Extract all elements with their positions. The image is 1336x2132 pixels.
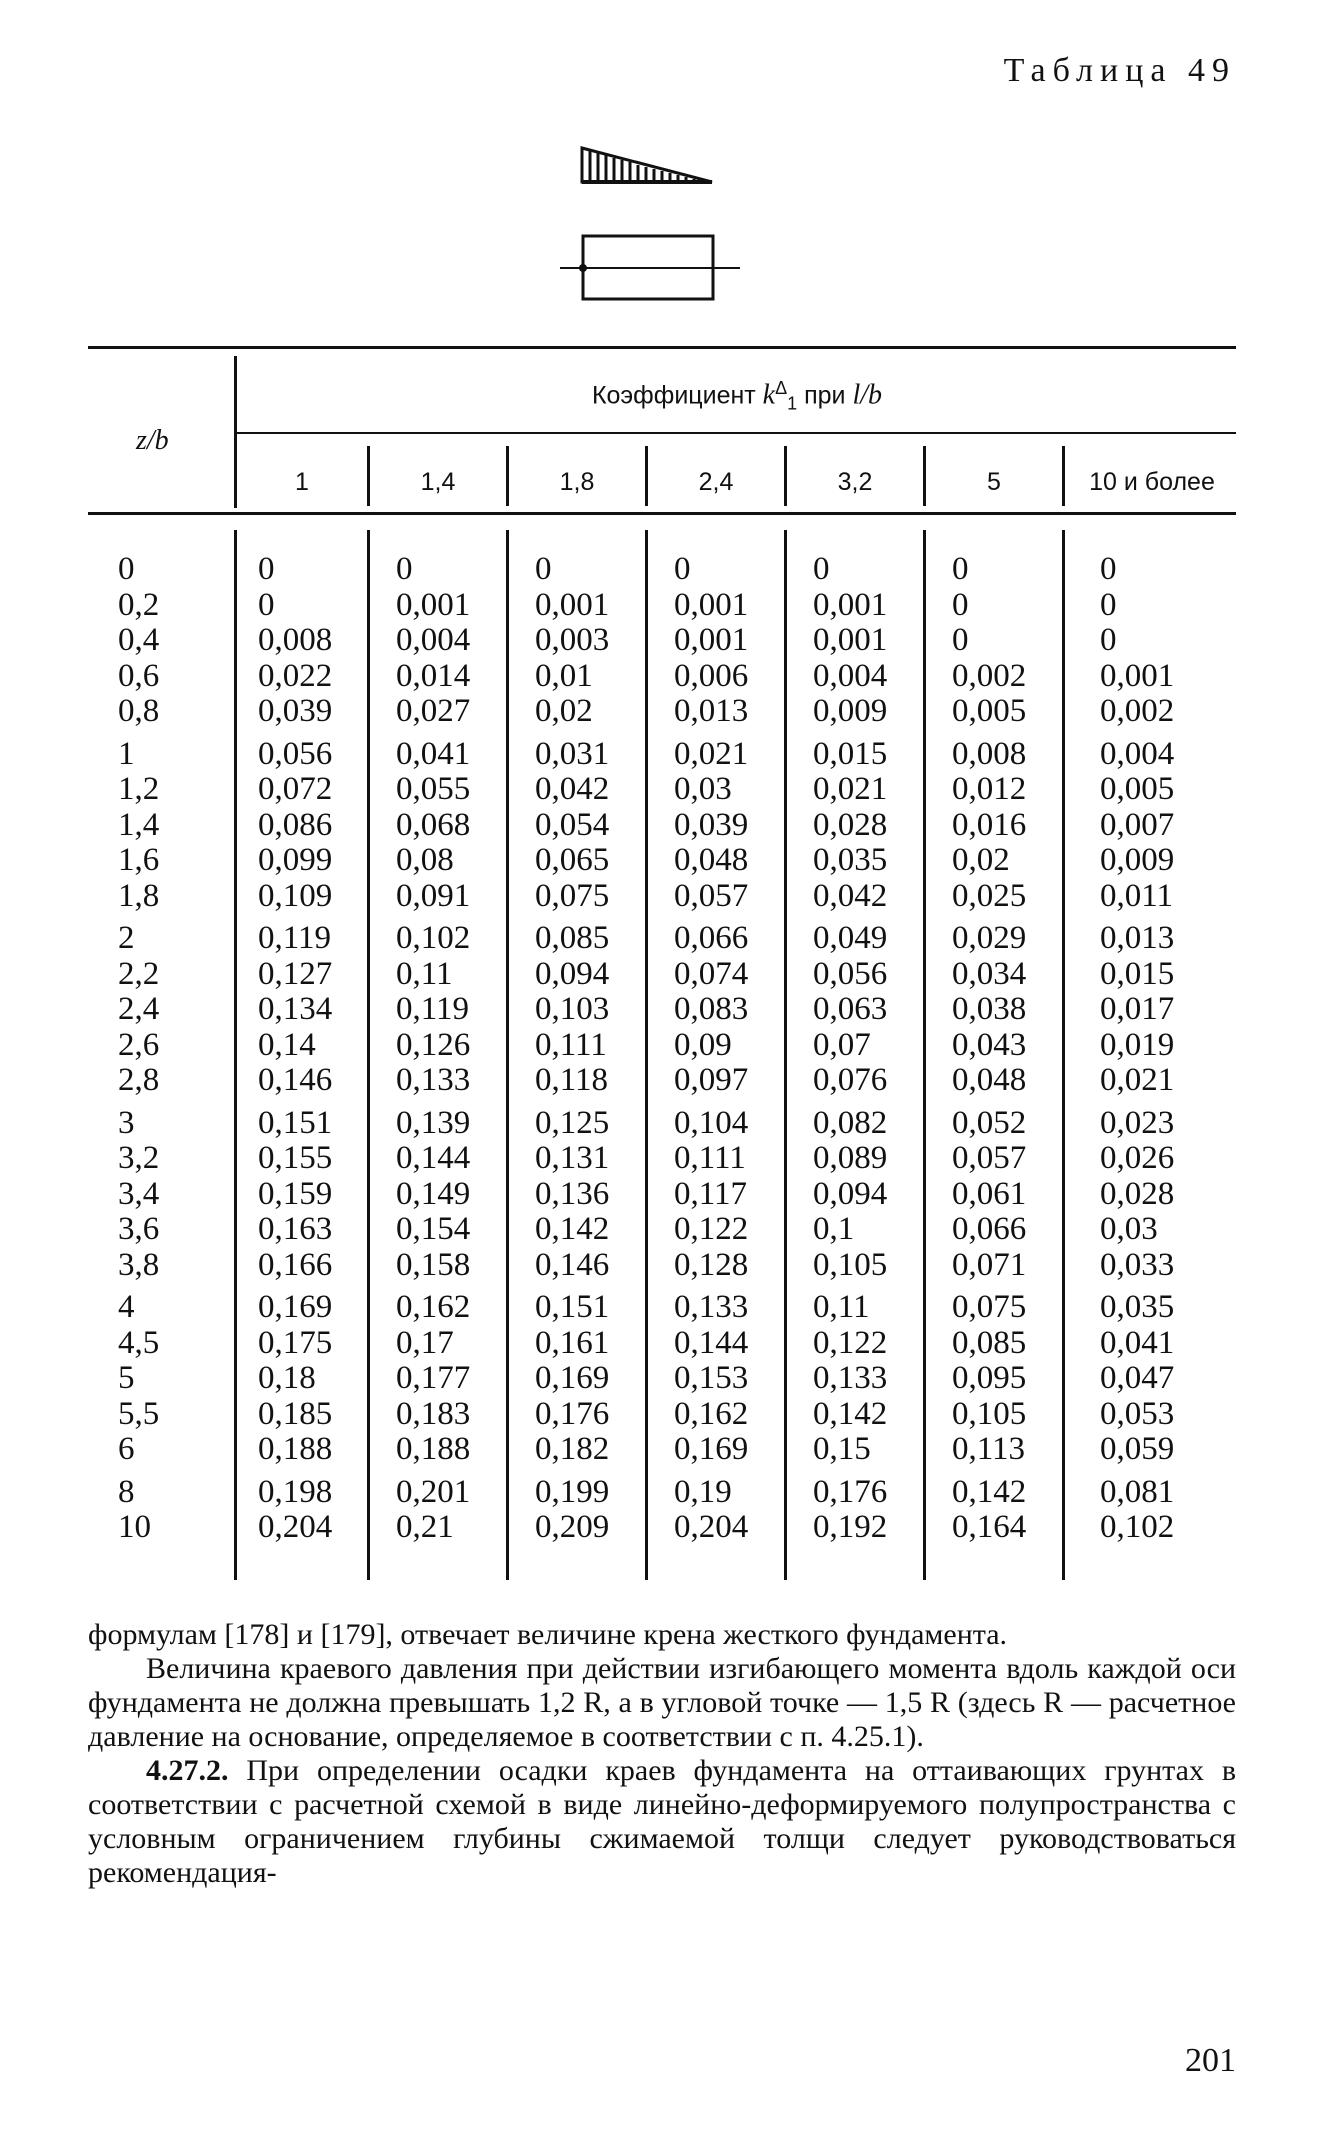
table-cell: 0,065 (535, 842, 610, 878)
table-cell: 0,001 (535, 586, 610, 623)
table-cell: 0,134 (258, 991, 333, 1027)
paragraph: формулам [178] и [179], отвечает величине крена жесткого фундамента. (88, 1618, 1008, 1651)
table-cell: 5,5 (118, 1395, 160, 1432)
table-cell: 0,009 (1100, 842, 1175, 878)
value-column (674, 552, 748, 1546)
table-cell: 0,122 (674, 1211, 749, 1247)
table-cell: 0,104 (674, 1104, 749, 1141)
column-header: 1,8 (559, 467, 595, 496)
table-cell: 0 (952, 586, 969, 623)
table-cell: 0,009 (813, 693, 888, 729)
table-cell: 0,039 (258, 693, 333, 729)
table-cell: 0,066 (952, 1211, 1027, 1247)
table-cell: 0,019 (1100, 1026, 1175, 1063)
table-cell: 0,085 (952, 1324, 1027, 1361)
table-cell: 0,8 (118, 693, 160, 729)
table-cell: 0,133 (674, 1289, 749, 1325)
table-cell: 0,047 (1100, 1360, 1175, 1396)
table-cell: 0,004 (813, 657, 888, 694)
table-cell: 0,149 (396, 1175, 471, 1212)
table-cell: 0,08 (396, 842, 454, 878)
table-cell: 0,155 (258, 1140, 333, 1176)
table-cell: 0,146 (258, 1062, 333, 1098)
table-cell: 0,031 (535, 735, 610, 772)
table-cell: 1 (118, 735, 135, 772)
table-cell: 0,169 (674, 1431, 749, 1467)
table-cell: 0,056 (813, 955, 888, 992)
table-cell: 0,105 (952, 1395, 1027, 1432)
table-cell: 0,004 (1100, 735, 1175, 772)
table-cell: 0,117 (674, 1175, 748, 1212)
table-cell: 0,118 (535, 1062, 609, 1098)
table-cell: 0,159 (258, 1175, 333, 1212)
table-cell: 0,021 (1100, 1062, 1175, 1098)
table-cell: 0,169 (535, 1360, 610, 1396)
table-cell: 0,109 (258, 877, 333, 914)
table-cell: 0,14 (258, 1026, 316, 1063)
table-cell: 0,128 (674, 1246, 749, 1283)
table-cell: 0,209 (535, 1509, 610, 1545)
table-cell: 0,013 (674, 693, 749, 729)
table-cell: 0,002 (1100, 693, 1175, 729)
table-cell: 0 (396, 551, 413, 587)
table-cell: 0,039 (674, 806, 749, 843)
table-cell: 0,09 (674, 1026, 732, 1063)
value-column (1100, 552, 1174, 1546)
table-cell: 0,163 (258, 1211, 333, 1247)
table-cell: 0,11 (813, 1289, 870, 1325)
table-cell: 2,8 (118, 1062, 160, 1098)
table-cell: 0 (535, 551, 552, 587)
table-divider (506, 446, 509, 506)
table-cell: 0,021 (674, 735, 749, 772)
table-cell: 0,166 (258, 1246, 333, 1283)
table-divider (506, 530, 509, 1580)
table-cell: 0,158 (396, 1246, 471, 1283)
table-cell: 0,099 (258, 842, 333, 878)
table-cell: 0,153 (674, 1360, 749, 1396)
table-cell: 0,057 (674, 877, 749, 914)
table-cell: 0,151 (535, 1289, 610, 1325)
table-cell: 0,176 (535, 1395, 610, 1432)
table-cell: 0,033 (1100, 1246, 1175, 1283)
table-cell: 2,2 (118, 955, 160, 992)
value-column (258, 552, 332, 1546)
table-cell: 0,004 (396, 622, 471, 658)
table-cell: 0,076 (813, 1062, 888, 1098)
table-cell: 0,136 (535, 1175, 610, 1212)
table-cell: 0,183 (396, 1395, 471, 1432)
table-divider (367, 530, 370, 1580)
table-cell: 0,111 (535, 1026, 607, 1063)
table-cell: 0,001 (813, 586, 888, 623)
table-cell: 4,5 (118, 1324, 160, 1361)
table-cell: 0,139 (396, 1104, 471, 1141)
table-cell: 0,029 (952, 920, 1027, 956)
table-cell: 0,02 (952, 842, 1010, 878)
table-cell: 0,075 (535, 877, 610, 914)
table-cell: 0,048 (674, 842, 749, 878)
table-cell: 0,15 (813, 1431, 871, 1467)
table-cell: 0,142 (952, 1473, 1027, 1510)
table-cell: 0 (258, 586, 275, 623)
table-cell: 0,095 (952, 1360, 1027, 1396)
table-cell: 0,204 (674, 1509, 749, 1545)
table-cell: 0,007 (1100, 806, 1175, 843)
table-cell: 0,041 (1100, 1324, 1175, 1361)
table-cell: 3,6 (118, 1211, 160, 1247)
table-cell: 10 (118, 1509, 151, 1545)
table-cell: 0,011 (1100, 877, 1174, 914)
table-cell: 0,188 (396, 1431, 471, 1467)
table-cell: 0,19 (674, 1473, 732, 1510)
table-cell: 0 (674, 551, 691, 587)
table-cell: 0,059 (1100, 1431, 1175, 1467)
table-divider (1062, 446, 1065, 506)
table-cell: 0 (952, 622, 969, 658)
table-cell: 0,4 (118, 622, 160, 658)
table-cell: 0,119 (396, 991, 470, 1027)
table-cell: 0 (258, 551, 275, 587)
table-cell: 0,001 (674, 622, 749, 658)
table-cell: 0,056 (258, 735, 333, 772)
column-header: 1,4 (420, 467, 456, 496)
table-cell: 0,034 (952, 955, 1027, 992)
table-caption: Таблица 49 (1003, 52, 1236, 89)
table-cell: 0 (1100, 622, 1117, 658)
table-cell: 0,2 (118, 586, 160, 623)
table-cell: 0,001 (813, 622, 888, 658)
value-column (396, 552, 470, 1546)
table-cell: 0,175 (258, 1324, 333, 1361)
table-cell: 1,4 (118, 806, 160, 843)
table-cell: 0,182 (535, 1431, 610, 1467)
table-cell: 0,097 (674, 1062, 749, 1098)
table-cell: 0,028 (1100, 1175, 1175, 1212)
table-cell: 0,053 (1100, 1395, 1175, 1432)
zb-column-header: z/b (136, 425, 169, 456)
table-cell: 0,052 (952, 1104, 1027, 1141)
column-header: 2,4 (698, 467, 734, 496)
table-cell: 0,049 (813, 920, 888, 956)
table-cell: 0,075 (952, 1289, 1027, 1325)
table-cell: 0,022 (258, 657, 333, 694)
table-cell: 0,111 (674, 1140, 746, 1176)
table-cell: 0,074 (674, 955, 749, 992)
table-cell: 0,005 (952, 693, 1027, 729)
table-cell: 0,015 (813, 735, 888, 772)
table-cell: 1,8 (118, 877, 160, 914)
table-divider (1062, 530, 1065, 1580)
column-header: 3,2 (837, 467, 873, 496)
table-cell: 0,001 (1100, 657, 1175, 694)
table-cell: 0,012 (952, 771, 1027, 807)
table-cell: 0,21 (396, 1509, 454, 1545)
table-cell: 0,017 (1100, 991, 1175, 1027)
table-cell: 0,162 (674, 1395, 749, 1432)
column-header: 1 (295, 467, 309, 496)
table-cell: 0,18 (258, 1360, 316, 1396)
table-cell: 0,177 (396, 1360, 471, 1396)
table-cell: 0,199 (535, 1473, 610, 1510)
table-cell: 0,188 (258, 1431, 333, 1467)
column-header: 10 и более (1089, 467, 1215, 496)
table-cell: 0,133 (396, 1062, 471, 1098)
table-cell: 2,4 (118, 991, 160, 1027)
table-cell: 0,133 (813, 1360, 888, 1396)
table-cell: 0,008 (952, 735, 1027, 772)
table-cell: 0,028 (813, 806, 888, 843)
table-cell: 0,041 (396, 735, 471, 772)
table-cell: 0,17 (396, 1324, 454, 1361)
table-cell: 0,066 (674, 920, 749, 956)
table-cell: 0,038 (952, 991, 1027, 1027)
table-cell: 0,03 (1100, 1211, 1158, 1247)
table-cell: 0,125 (535, 1104, 610, 1141)
table-cell: 8 (118, 1473, 135, 1510)
table-cell: 0,07 (813, 1026, 871, 1063)
table-cell: 2,6 (118, 1026, 160, 1063)
table-cell: 0,204 (258, 1509, 333, 1545)
table-cell: 3,8 (118, 1246, 160, 1283)
table-cell: 2 (118, 920, 135, 956)
table-cell: 0,6 (118, 657, 160, 694)
table-cell: 0,005 (1100, 771, 1175, 807)
table-cell: 0,027 (396, 693, 471, 729)
zb-column (118, 552, 159, 1546)
table-cell: 0,119 (258, 920, 332, 956)
table-cell: 0,094 (535, 955, 610, 992)
table-header-rule (88, 512, 1236, 515)
table-cell: 1,2 (118, 771, 160, 807)
table-cell: 0 (813, 551, 830, 587)
table-cell: 0,144 (674, 1324, 749, 1361)
value-column (952, 552, 1026, 1546)
section-number: 4.27.2. (146, 1754, 229, 1787)
table-cell: 0,201 (396, 1473, 471, 1510)
table-divider (645, 446, 648, 506)
table-cell: 0,035 (813, 842, 888, 878)
table-cell: 0,042 (535, 771, 610, 807)
table-cell: 0,008 (258, 622, 333, 658)
paragraph: Величина краевого давления при действии изгибающего момента вдоль каждой оси фундамента не должна превышать 1,2 R, а в угловой точке — 1,5 R (здесь R — расчетное давление на основание, определяемое в соответствии с п. 4.25.1). (88, 1652, 1236, 1753)
table-cell: 0,014 (396, 657, 471, 694)
table-cell: 0,001 (674, 586, 749, 623)
table-cell: 0,142 (535, 1211, 610, 1247)
table-cell: 0,085 (535, 920, 610, 956)
table-cell: 5 (118, 1360, 135, 1396)
table-cell: 0,002 (952, 657, 1027, 694)
table-cell: 0,043 (952, 1026, 1027, 1063)
table-cell: 1,6 (118, 842, 160, 878)
table-cell: 0,094 (813, 1175, 888, 1212)
table-cell: 0,006 (674, 657, 749, 694)
table-divider (923, 530, 926, 1580)
table-cell: 0,113 (952, 1431, 1026, 1467)
table-cell: 0,082 (813, 1104, 888, 1141)
table-cell: 0,071 (952, 1246, 1027, 1283)
table-cell: 4 (118, 1289, 135, 1325)
table-cell: 0,198 (258, 1473, 333, 1510)
table-cell: 0,001 (396, 586, 471, 623)
table-cell: 0,151 (258, 1104, 333, 1141)
table-cell: 0,144 (396, 1140, 471, 1176)
table-cell: 0,063 (813, 991, 888, 1027)
value-column (535, 552, 609, 1546)
table-cell: 0,015 (1100, 955, 1175, 992)
table-cell: 0,161 (535, 1324, 610, 1361)
table-top-rule (88, 346, 1236, 349)
column-header: 5 (987, 467, 1001, 496)
table-cell: 0,192 (813, 1509, 888, 1545)
table-cell: 0,1 (813, 1211, 855, 1247)
table-cell: 0,083 (674, 991, 749, 1027)
page-number: 201 (1185, 2042, 1236, 2079)
table-cell: 0,142 (813, 1395, 888, 1432)
table-cell: 0,126 (396, 1026, 471, 1063)
table-cell: 0,035 (1100, 1289, 1175, 1325)
table-divider (234, 356, 237, 508)
table-cell: 0,072 (258, 771, 333, 807)
table-cell: 0,164 (952, 1509, 1027, 1545)
table-cell: 0,169 (258, 1289, 333, 1325)
table-cell: 0,021 (813, 771, 888, 807)
table-cell: 0,127 (258, 955, 333, 992)
table-divider (784, 446, 787, 506)
table-cell: 0,146 (535, 1246, 610, 1283)
coefficient-header: Коэффициент $k^\Delta_1$ при l/b (591, 378, 883, 414)
table-cell: 0,131 (535, 1140, 610, 1176)
table-cell: 0,048 (952, 1062, 1027, 1098)
table-cell: 0,162 (396, 1289, 471, 1325)
table-cell: 0,03 (674, 771, 732, 807)
table-cell: 0,089 (813, 1140, 888, 1176)
table-cell: 0,086 (258, 806, 333, 843)
table-cell: 0,122 (813, 1324, 888, 1361)
table-divider (645, 530, 648, 1580)
table-cell: 0,01 (535, 657, 593, 694)
table-cell: 6 (118, 1431, 135, 1467)
table-cell: 0,057 (952, 1140, 1027, 1176)
table-divider (923, 446, 926, 506)
body-text (88, 1618, 1236, 1890)
table-cell: 0,025 (952, 877, 1027, 914)
table-cell: 0,154 (396, 1211, 471, 1247)
table-cell: 0,068 (396, 806, 471, 843)
table-cell: 0,02 (535, 693, 593, 729)
table-cell: 0,023 (1100, 1104, 1175, 1141)
table-cell: 0,026 (1100, 1140, 1175, 1176)
table-divider (234, 530, 237, 1580)
table-cell: 0,091 (396, 877, 471, 914)
table-cell: 0,102 (396, 920, 471, 956)
table-mid-rule (236, 432, 1236, 434)
table-cell: 0 (952, 551, 969, 587)
table-cell: 0,103 (535, 991, 610, 1027)
table-cell: 0,061 (952, 1175, 1027, 1212)
table-cell: 0,105 (813, 1246, 888, 1283)
table-cell: 0,054 (535, 806, 610, 843)
table-cell: 0,11 (396, 955, 453, 992)
table-cell: 0 (1100, 551, 1117, 587)
table-cell: 0,042 (813, 877, 888, 914)
table-cell: 0,102 (1100, 1509, 1175, 1545)
table-cell: 0,081 (1100, 1473, 1175, 1510)
table-cell: 0 (118, 551, 135, 587)
table-cell: 0,176 (813, 1473, 888, 1510)
table-cell: 0,055 (396, 771, 471, 807)
table-cell: 3,2 (118, 1140, 160, 1176)
table-divider (367, 446, 370, 506)
table-cell: 0 (1100, 586, 1117, 623)
table-cell: 0,016 (952, 806, 1027, 843)
table-cell: 0,003 (535, 622, 610, 658)
table-cell: 3 (118, 1104, 135, 1141)
table-cell: 0,185 (258, 1395, 333, 1432)
table-cell: 3,4 (118, 1175, 160, 1212)
table-cell: 0,013 (1100, 920, 1175, 956)
table-divider (784, 530, 787, 1580)
foundation-scheme-icon (560, 140, 760, 315)
value-column (813, 552, 887, 1546)
paragraph: 4.27.2. При определении осадки краев фундамента на оттаивающих грунтах в соответствии с расчетной схемой в виде линейно-деформируемого полупространства с условным ограничением глубины сжимаемой толщи следует руководствоваться рекомендация- (88, 1754, 1236, 1889)
